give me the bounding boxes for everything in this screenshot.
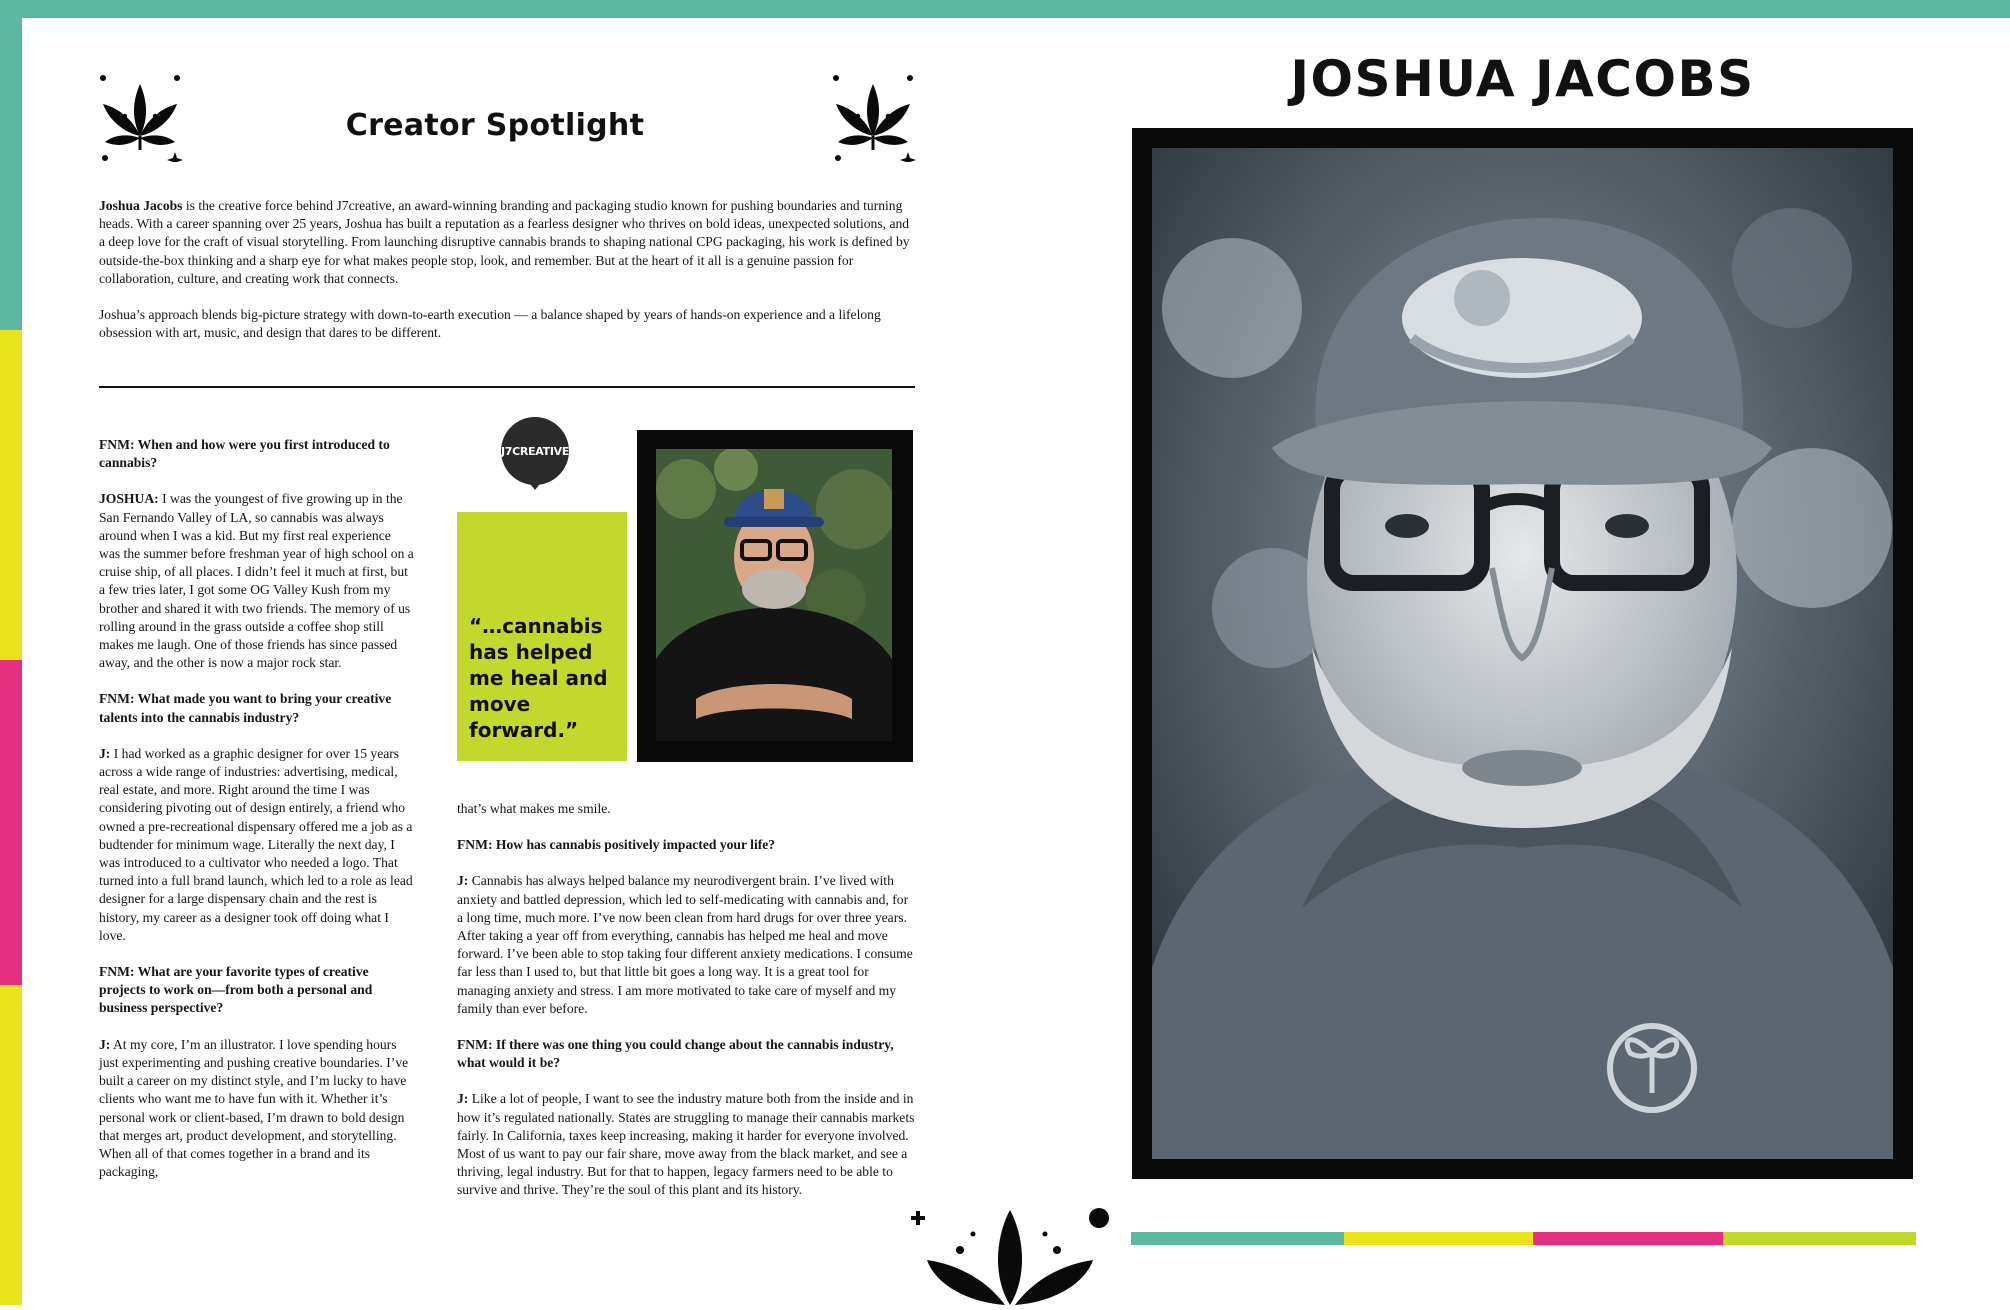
cannabis-leaf-icon <box>95 72 185 162</box>
top-accent-bar <box>0 0 2010 18</box>
intro-paragraph-2: Joshua’s approach blends big-picture strategy with down-to-earth execution — a balance shaped by years of hands-on experience and a lifelong obsession with art, music, and design that dares to be different. <box>99 307 881 341</box>
interview-column-1 <box>99 436 414 1199</box>
pull-quote-box <box>457 512 627 761</box>
main-photo-frame <box>1132 128 1913 1179</box>
color-strip-pink <box>1533 1232 1723 1245</box>
interview-column-2 <box>457 800 915 1218</box>
side-bar-yellow <box>0 330 22 660</box>
color-strip-yellow <box>1344 1232 1533 1245</box>
intro-name: Joshua Jacobs <box>99 198 183 213</box>
question-5: FNM: If there was one thing you could change about the cannabis industry, what would it be? <box>457 1037 894 1071</box>
pull-quote: “…cannabis has helped me heal and move forward.” <box>469 614 608 742</box>
question-4: FNM: How has cannabis positively impacted your life? <box>457 837 776 853</box>
intro <box>99 197 914 360</box>
small-photo-frame <box>637 430 913 762</box>
answer-1: JOSHUA: I was the youngest of five growing up in the San Fernando Valley of LA, so cannabis was always around when I was a kid. But my first real experience was the summer before freshman year of high school on a cruise ship, of all places. I didn’t feel it much at first, but a few tries later, I got some OG Valley Kush from my brother and shared it with two friends. The memory of us rolling around in the grass outside a coffee shop still makes me laugh. One of those friends has since passed away, and the other is now a major rock star. <box>99 491 414 671</box>
question-3: FNM: What are your favorite types of creative projects to work on—from both a personal and business perspective? <box>99 964 373 1016</box>
portrait-photo-small <box>656 449 892 741</box>
side-bar-yellow-2 <box>0 985 22 1305</box>
answer-2: J: I had worked as a graphic designer for over 15 years across a wide range of industries: advertising, medical, real estate, and more. Right around the time I was considering pivoting out of design entirely, a friend who owned a pre-recreational dispensary offered me a job as a budtender for minimum wage. Literally the next day, I was introduced to a cultivator who needed a logo. That turned into a full brand launch, which led to a role as lead designer for a large dispensary chain and the rest is history, my career as a designer took off doing what I love. <box>99 745 413 943</box>
question-2: FNM: What made you want to bring your creative talents into the cannabis industry? <box>99 691 392 725</box>
answer-5: J: Like a lot of people, I want to see the industry mature both from the inside and in how it’s regulated nationally. States are struggling to manage their cannabis markets fairly. In California, taxes keep increasing, making it harder for everyone involved. Most of us want to pay our fair share, move away from the black market, and see a thriving, legal industry. But for that to happen, legacy farmers need to be able to survive and thrive. They’re the soul of this plant and its history. <box>457 1091 915 1198</box>
answer-4: J: Cannabis has always helped balance my neurodivergent brain. I’ve lived with anxiety and battled depression, which led to self-medicating with cannabis and, for a long time, much more. I’ve now been clean from hard drugs for over three years. After taking a year off from everything, cannabis has helped me heal and move forward. I’ve been able to stop taking four different anxiety medications. I consume far less than I used to, but that little bit goes a long way. It is a great tool for managing anxiety and stress. I am more motivated to take care of myself and my family than ever before. <box>457 873 913 1016</box>
side-bar-teal <box>0 18 22 330</box>
intro-paragraph-1: is the creative force behind J7creative, an award-winning branding and packaging studio known for pushing boundaries and turning heads. With a career spanning over 25 years, Joshua has built a reputation as a fearless designer who thrives on bold ideas, unexpected solutions, and a deep love for the craft of visual storytelling. From launching disruptive cannabis brands to shaping national CPG packaging, his work is defined by outside-the-box thinking and a sharp eye for what makes people stop, look, and remember. But at the heart of it all is a genuine passion for collaboration, culture, and creating work that connects. <box>99 198 910 286</box>
section-title: Creator Spotlight <box>345 108 645 143</box>
answer-3: J: At my core, I’m an illustrator. I love spending hours just experimenting and pushing creative boundaries. I’ve built a career on my distinct style, and I’m lucky to have clients who want me to have fun with it. Whether it’s personal work or client-based, I’m drawn to bold design that merges art, product development, and storytelling. When all of that comes together in a brand and its packaging, <box>99 1036 409 1180</box>
portrait-photo-main <box>1152 148 1893 1159</box>
divider <box>99 386 915 388</box>
color-strip-lime <box>1723 1232 1916 1245</box>
color-strip-teal <box>1131 1232 1344 1245</box>
logo-pointer <box>527 480 543 490</box>
name-title: JOSHUA JACOBS <box>1290 50 1755 108</box>
j7creative-logo: J7CREATIVE <box>501 417 569 485</box>
side-bar-pink <box>0 660 22 985</box>
bottom-leaf-icon <box>905 1198 1110 1310</box>
question-1: FNM: When and how were you first introduced to cannabis? <box>99 437 390 471</box>
cannabis-leaf-icon-right <box>828 72 918 162</box>
continued-text: that’s what makes me smile. <box>457 801 611 816</box>
